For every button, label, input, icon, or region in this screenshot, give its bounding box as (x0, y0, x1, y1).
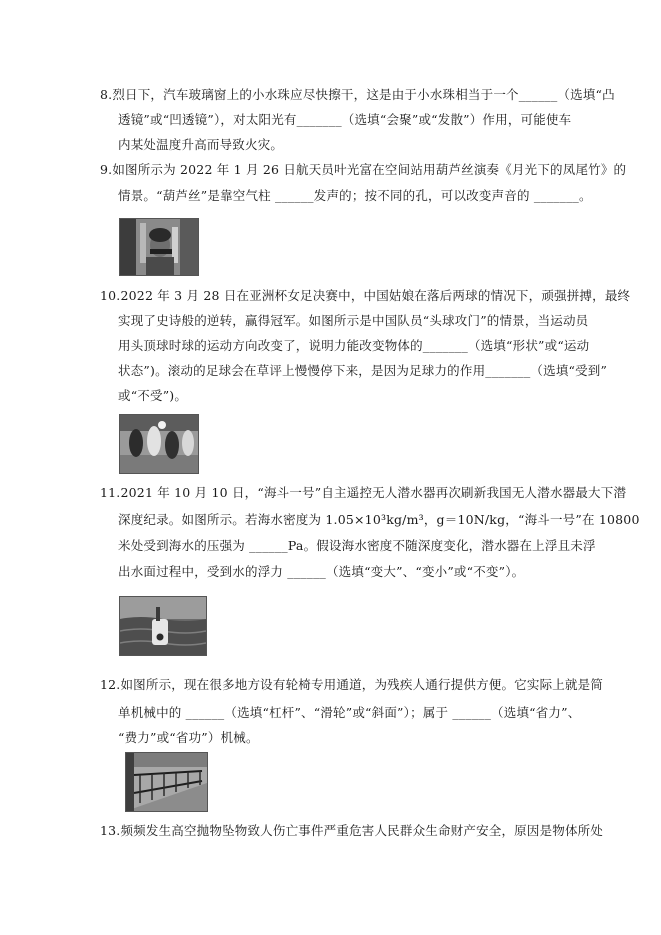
q10-line-1: 10.2022 年 3 月 28 日在亚洲杯女足决赛中，中国姑娘在落后两球的情况下，顽强拼搏，最终 (100, 288, 631, 303)
q10-line-3: 用头顶球时球的运动方向改变了，说明力能改变物体的_______（选填“形状”或“运动 (118, 338, 590, 353)
q8-line-1: 8.烈日下，汽车玻璃窗上的小水珠应尽快擦干，这是由于小水珠相当于一个______（选填“凸 (100, 87, 615, 102)
q11-line-1: 11.2021 年 10 月 10 日，“海斗一号”自主遥控无人潜水器再次刷新我国无人潜水器最大下潜 (100, 485, 627, 500)
q10-line-2: 实现了史诗般的逆转，赢得冠军。如图所示是中国队员“头球攻门”的情景，当运动员 (118, 313, 589, 328)
q8-line-3: 内某处温度升高而导致火灾。 (118, 137, 284, 152)
q12-line-2: 单机械中的 ______（选填“杠杆”、“滑轮”或“斜面”）；属于 ______（选填“省力”、 (118, 705, 581, 720)
q8-line-2: 透镜”或“凹透镜”），对太阳光有_______（选填“会聚”或“发散”）作用，可能使车 (118, 112, 572, 127)
q9-line-2: 情景。“葫芦丝”是靠空气柱 ______发声的；按不同的孔，可以改变声音的 _______。 (118, 188, 592, 203)
q11-line-2: 深度纪录。如图所示。若海水密度为 1.05×10³kg/m³，g＝10N/kg，“海斗一号”在 10800 (118, 512, 640, 527)
q9-line-1: 9.如图所示为 2022 年 1 月 26 日航天员叶光富在空间站用葫芦丝演奏《月光下的凤尾竹》的 (100, 162, 627, 177)
astronaut-flute-photo (119, 218, 199, 276)
submersible-photo (119, 596, 207, 656)
q12-line-1: 12.如图所示，现在很多地方设有轮椅专用通道，为残疾人通行提供方便。它实际上就是简 (100, 677, 604, 692)
q12-line-3: “费力”或“省功”）机械。 (118, 730, 259, 745)
football-header-photo (119, 414, 199, 474)
q11-line-4: 出水面过程中，受到水的浮力 ______（选填“变大”、“变小”或“不变”）。 (118, 564, 525, 579)
q13-line-1: 13.频频发生高空抛物坠物致人伤亡事件严重危害人民群众生命财产安全，原因是物体所处 (100, 823, 604, 838)
wheelchair-ramp-photo (125, 752, 208, 812)
q10-line-5: 或“不受”)。 (118, 388, 188, 403)
q11-line-3: 米处受到海水的压强为 ______Pa。假设海水密度不随深度变化，潜水器在上浮且未浮 (118, 538, 596, 553)
q10-line-4: 状态”)。滚动的足球会在草评上慢慢停下来，是因为足球力的作用_______（选填“受到” (118, 363, 608, 378)
